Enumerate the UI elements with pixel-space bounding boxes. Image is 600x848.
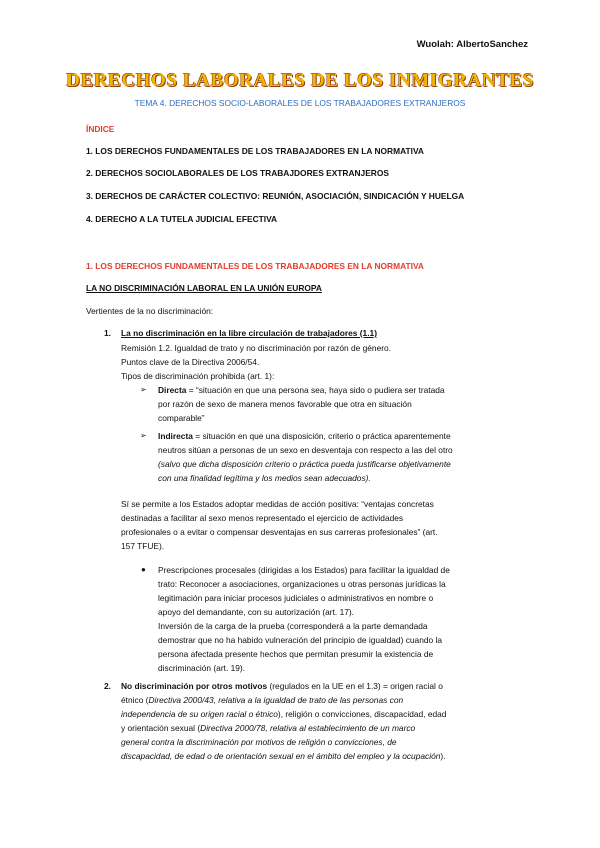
index-item: 2. DERECHOS SOCIOLABORALES DE LOS TRABAJDORES EXTRANJEROS	[86, 168, 389, 178]
text-line: discriminación (art. 19).	[158, 663, 246, 673]
arrow-bullet-icon: ➢	[140, 431, 147, 440]
italic-text: Directiva 2000/78, relativa al establecimiento de un marco	[200, 723, 416, 733]
text-fragment: étnico (	[121, 695, 149, 705]
text-line: por razón de sexo de manera menos favorable que otra en situación	[158, 399, 412, 409]
text-line: profesionales o a evitar o compensar desventajas en sus carreras profesionales” (art.	[121, 527, 438, 537]
text-line: apoyo del demandante, con su autorización (art. 17).	[158, 607, 355, 617]
text-line: persona afectada presente hechos que permitan presumir la existencia de	[158, 649, 434, 659]
text-line	[158, 471, 371, 485]
section-heading: 1. LOS DERECHOS FUNDAMENTALES DE LOS TRABAJADORES EN LA NORMATIVA	[86, 261, 424, 271]
index-heading: ÍNDICE	[86, 124, 115, 134]
text-line	[121, 735, 397, 749]
text-line	[121, 679, 443, 693]
text-fragment: ), religión o convicciones, discapacidad, edad	[277, 709, 447, 719]
list-number: 1.	[104, 328, 111, 338]
text-line: legitimación para iniciar procesos judiciales o administrativos en nombre o	[158, 593, 434, 603]
text-line: comparable”	[158, 413, 205, 423]
bullet-dot-icon: ●	[141, 565, 146, 574]
document-subtitle: TEMA 4. DERECHOS SOCIO-LABORALES DE LOS TRABAJADORES EXTRANJEROS	[134, 98, 466, 108]
text-fragment: (regulados en la UE en el 1.3) = origen racial o	[267, 681, 443, 691]
text-line: destinadas a facilitar al sexo menos representado el ejercicio de actividades	[121, 513, 404, 523]
text-line	[158, 457, 451, 471]
text-fragment: = situación en que una disposición, criterio o práctica aparentemente	[192, 431, 451, 441]
text-line: Puntos clave de la Directiva 2006/54.	[121, 357, 260, 367]
italic-text: Directiva 2000/43, relativa a la igualdad de trato de las personas con	[148, 695, 404, 705]
text-line: Sí se permite a los Estados adoptar medidas de acción positiva: “ventajas concretas	[121, 499, 434, 509]
section-subheading: LA NO DISCRIMINACIÓN LABORAL EN LA UNIÓN EUROPA	[86, 283, 322, 293]
term-label: Directa	[158, 385, 187, 395]
italic-text: independencia de su origen racial o étnico	[121, 709, 278, 719]
text-line	[121, 693, 403, 707]
list-item-title: No discriminación por otros motivos	[121, 681, 268, 691]
author-header: Wuolah: AlbertoSanchez	[416, 39, 528, 50]
term-label: Indirecta	[158, 431, 193, 441]
text-line: demostrar que no ha habido vulneración del principio de igualdad) cuando la	[158, 635, 443, 645]
text-line	[121, 749, 446, 763]
list-item-title: La no discriminación en la libre circulación de trabajadores (1.1)	[121, 328, 377, 338]
italic-text: (salvo que dicha disposición criterio o práctica pueda justificarse objetivamente	[158, 459, 451, 469]
text-line: 157 TFUE).	[121, 541, 165, 551]
text-fragment: ).	[440, 751, 446, 761]
italic-text: discapacidad, de edad o de orientación sexual en el ámbito del empleo y la ocupación	[121, 751, 441, 761]
section-intro: Vertientes de la no discriminación:	[86, 306, 214, 316]
index-item: 3. DERECHOS DE CARÁCTER COLECTIVO: REUNIÓN, ASOCIACIÓN, SINDICACIÓN Y HUELGA	[86, 191, 465, 201]
definition-indirecta	[158, 429, 451, 443]
list-number: 2.	[104, 681, 111, 691]
text-line: Inversión de la carga de la prueba (corresponderá a la parte demandada	[158, 621, 428, 631]
text-line: neutros sitúan a personas de un sexo en desventaja con respecto a las del otro	[158, 445, 453, 455]
text-fragment: = “situación en que una persona sea, haya sido o pudiera ser tratada	[186, 385, 445, 395]
italic-text: con una finalidad legítima y los medios sean adecuados).	[158, 473, 371, 483]
index-item: 1. LOS DERECHOS FUNDAMENTALES DE LOS TRABAJADORES EN LA NORMATIVA	[86, 146, 424, 156]
document-title: DERECHOS LABORALES DE LOS INMIGRANTES	[66, 70, 534, 91]
definition-directa	[158, 383, 445, 397]
text-line: Remisión 1.2. Igualdad de trato y no discriminación por razón de género.	[121, 343, 392, 353]
text-line	[121, 721, 415, 735]
text-line: trato: Reconocer a asociaciones, organizaciones u otras personas jurídicas la	[158, 579, 446, 589]
arrow-bullet-icon: ➢	[140, 385, 147, 394]
index-item: 4. DERECHO A LA TUTELA JUDICIAL EFECTIVA	[86, 214, 278, 224]
text-line: Prescripciones procesales (dirigidas a los Estados) para facilitar la igualdad de	[158, 565, 450, 575]
text-fragment: y orientación sexual (	[121, 723, 201, 733]
italic-text: general contra la discriminación por motivos de religión o convicciones, de	[121, 737, 397, 747]
text-line	[121, 707, 446, 721]
text-line: Tipos de discriminación prohibida (art. 1):	[121, 371, 275, 381]
